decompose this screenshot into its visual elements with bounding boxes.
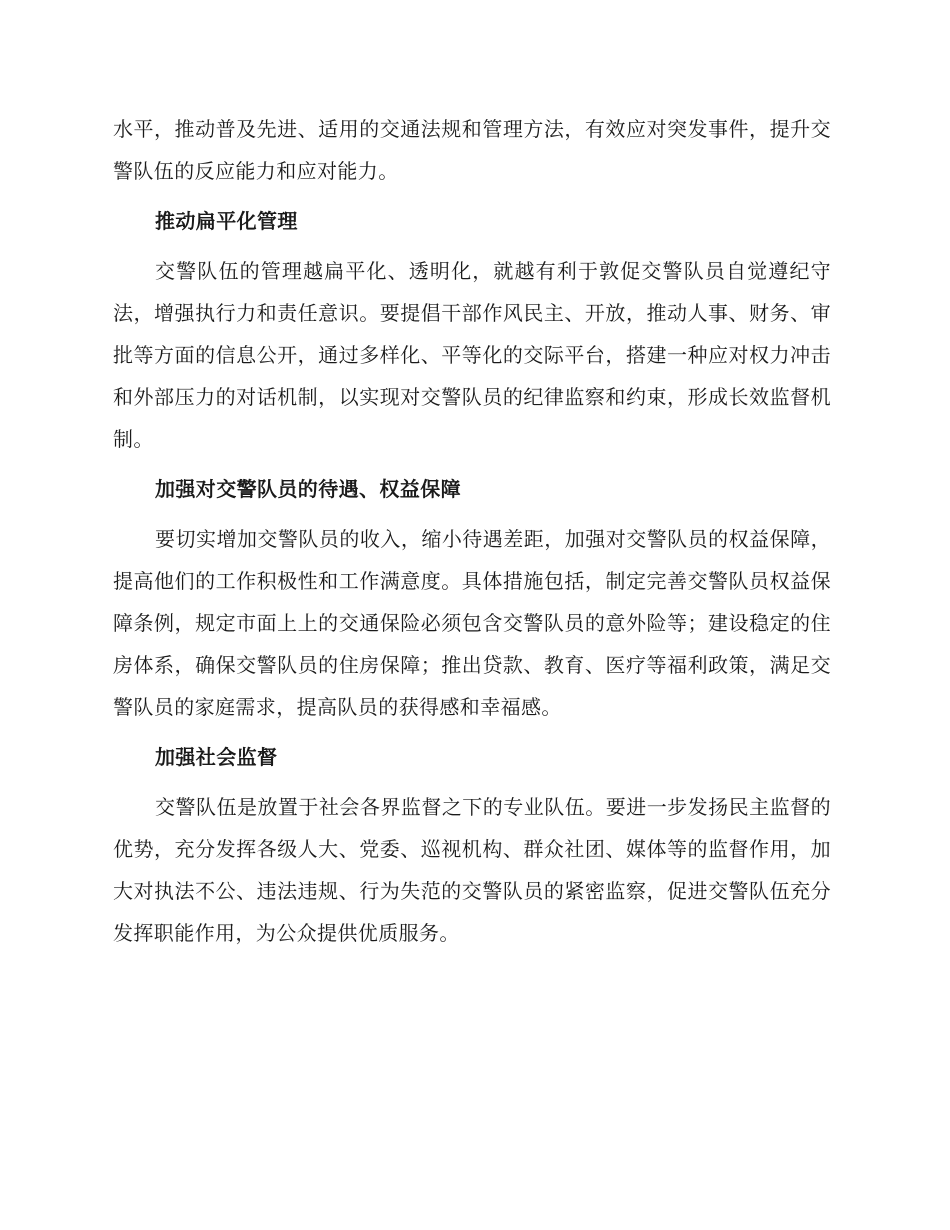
intro-paragraph: 水平，推动普及先进、适用的交通法规和管理方法，有效应对突发事件，提升交警队伍的反应能力和应对能力。	[113, 117, 831, 183]
section-body-flat-management: 交警队伍的管理越扁平化、透明化，就越有利于敦促交警队员自觉遵纪守法，增强执行力和责任意识。要提倡干部作风民主、开放，推动人事、财务、审批等方面的信息公开，通过多样化、平等化的交际平台，搭建一种应对权力冲击和外部压力的对话机制，以实现对交警队员的纪律监察和约束，形成长效监督机制。	[113, 259, 831, 451]
section-body-benefits: 要切实增加交警队员的收入，缩小待遇差距，加强对交警队员的权益保障，提高他们的工作积极性和工作满意度。具体措施包括，制定完善交警队员权益保障条例，规定市面上上的交通保险必须包含交警队员的意外险等；建设稳定的住房体系，确保交警队员的住房保障；推出贷款、教育、医疗等福利政策，满足交警队员的家庭需求，提高队员的获得感和幸福感。	[113, 527, 831, 719]
section-heading-benefits: 加强对交警队员的待遇、权益保障	[155, 477, 461, 501]
document-page	[113, 108, 831, 954]
section-heading-flat-management: 推动扁平化管理	[155, 209, 298, 233]
section-body-social-supervision: 交警队伍是放置于社会各界监督之下的专业队伍。要进一步发扬民主监督的优势，充分发挥各级人大、党委、巡视机构、群众社团、媒体等的监督作用，加大对执法不公、违法违规、行为失范的交警队员的紧密监察，促进交警队伍充分发挥职能作用，为公众提供优质服务。	[113, 795, 831, 945]
section-heading-social-supervision: 加强社会监督	[155, 745, 278, 769]
